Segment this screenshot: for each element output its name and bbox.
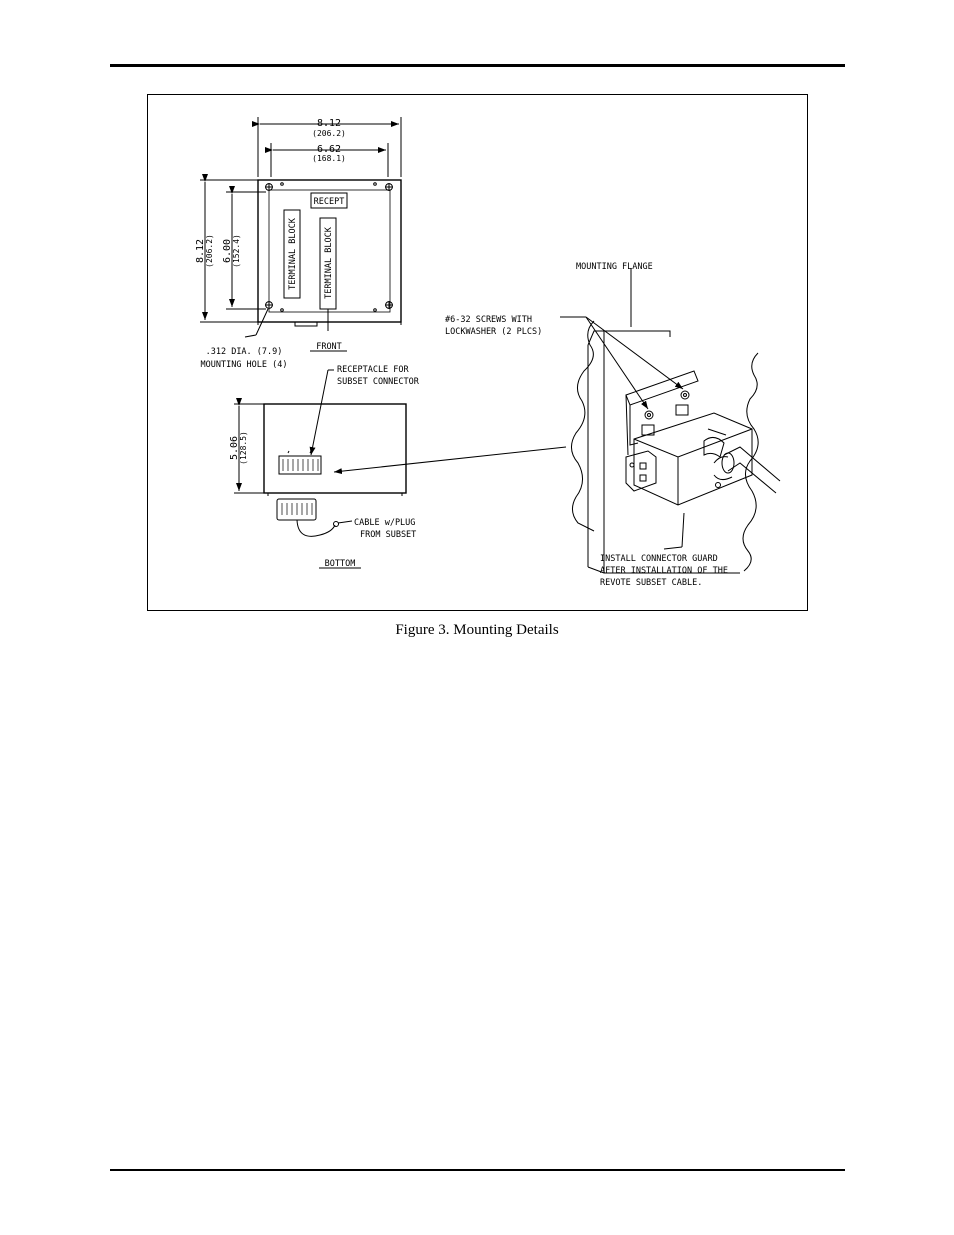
header-rule <box>110 64 845 67</box>
receptacle-label-line2: SUBSET CONNECTOR <box>337 377 419 387</box>
flange-label: MOUNTING FLANGE <box>576 262 653 272</box>
screws-label-line2: LOCKWASHER (2 PLCS) <box>445 327 543 337</box>
guard-label-line3: REVOTE SUBSET CABLE. <box>600 578 703 588</box>
connection-arrow <box>334 447 566 472</box>
width-inner-label: 6.62 <box>316 144 342 155</box>
mounting-details-figure <box>147 94 808 611</box>
hole-label-line1: .312 DIA. (7.9) <box>205 347 283 357</box>
height-outer-mm-label: (206.2) <box>205 234 214 268</box>
receptacle-label-line1: RECEPTACLE FOR <box>337 365 409 375</box>
footer-rule <box>110 1169 845 1171</box>
height-outer-label: 8.12 <box>195 238 206 264</box>
cable-label-line1: CABLE w/PLUG <box>354 518 416 528</box>
width-inner-mm-label: (168.1) <box>312 154 346 163</box>
depth-mm-label: (128.5) <box>239 431 248 465</box>
recept-label: RECEPT <box>313 197 345 207</box>
width-outer-mm-label: (206.2) <box>312 129 346 138</box>
isometric-view <box>560 268 780 573</box>
cable-label-line2: FROM SUBSET <box>360 530 417 540</box>
depth-label: 5.06 <box>229 435 240 461</box>
bottom-view-label: BOTTOM <box>324 559 356 569</box>
front-view <box>200 117 401 351</box>
front-view-label: FRONT <box>316 342 342 352</box>
height-inner-label: 6.00 <box>222 238 233 264</box>
figure-caption: Figure 3. Mounting Details <box>395 622 559 638</box>
width-outer-label: 8.12 <box>316 118 342 129</box>
hole-label-line2: MOUNTING HOLE (4) <box>200 360 288 370</box>
guard-label-line2: AFTER INSTALLATION OF THE <box>600 566 728 576</box>
mounting-drawing <box>148 95 809 612</box>
terminal-block-1-label: TERMINAL BLOCK <box>288 218 298 290</box>
height-inner-mm-label: (152.4) <box>232 234 241 268</box>
terminal-block-2-label: TERMINAL BLOCK <box>324 227 334 299</box>
guard-label-line1: INSTALL CONNECTOR GUARD <box>600 554 718 564</box>
screws-label-line1: #6-32 SCREWS WITH <box>445 315 532 325</box>
